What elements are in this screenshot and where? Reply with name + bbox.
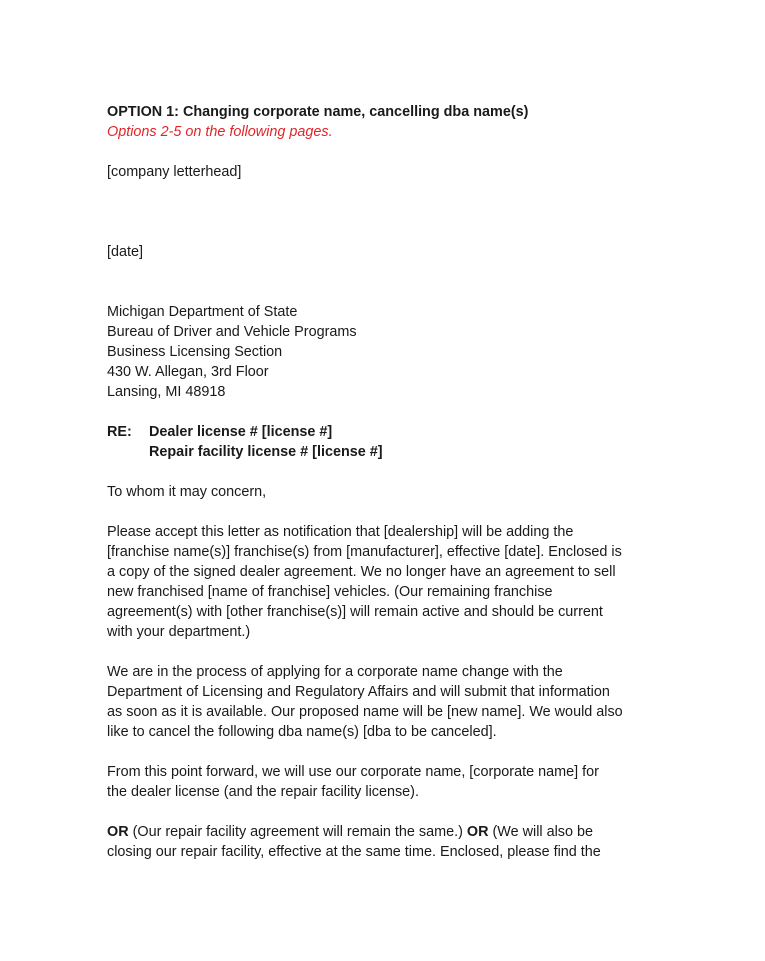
letterhead-placeholder: [company letterhead] xyxy=(107,164,242,180)
paragraph-notification xyxy=(107,522,667,642)
option-subtitle: Options 2-5 on the following pages. xyxy=(107,124,333,140)
paragraph-line: with your department.) xyxy=(107,624,251,640)
paragraph-line: closing our repair facility, effective at the same time. Enclosed, please find the xyxy=(107,844,601,860)
address-line: Lansing, MI 48918 xyxy=(107,384,226,400)
or-keyword: OR xyxy=(107,824,129,840)
paragraph-fragment: (Our repair facility agreement will remain the same.) xyxy=(128,824,467,840)
paragraph-line: [franchise name(s)] franchise(s) from [manufacturer], effective [date]. Enclosed is xyxy=(107,544,622,560)
paragraph-line: like to cancel the following dba name(s) [dba to be canceled]. xyxy=(107,724,497,740)
paragraph-name-change xyxy=(107,662,667,742)
address-line: 430 W. Allegan, 3rd Floor xyxy=(107,364,269,380)
re-label: RE: xyxy=(107,424,132,440)
salutation: To whom it may concern, xyxy=(107,484,267,500)
paragraph-line: Please accept this letter as notification that [dealership] will be adding the xyxy=(107,524,574,540)
paragraph-line: a copy of the signed dealer agreement. We no longer have an agreement to sell xyxy=(107,564,616,580)
letter-body xyxy=(107,102,667,862)
paragraph-line: the dealer license (and the repair facility license). xyxy=(107,784,419,800)
re-repair-license: Repair facility license # [license #] xyxy=(149,444,383,460)
address-line: Business Licensing Section xyxy=(107,344,283,360)
date-placeholder: [date] xyxy=(107,244,144,260)
or-keyword: OR xyxy=(466,824,489,840)
paragraph-repair-facility xyxy=(107,822,667,862)
paragraph-line: We are in the process of applying for a corporate name change with the xyxy=(107,664,563,680)
paragraph-fragment: (We will also be xyxy=(488,824,593,840)
paragraph-corporate-name xyxy=(107,762,667,802)
address-line: Michigan Department of State xyxy=(107,304,298,320)
paragraph-line: Department of Licensing and Regulatory Affairs and will submit that information xyxy=(107,684,610,700)
paragraph-line: as soon as it is available. Our proposed name will be [new name]. We would also xyxy=(107,704,623,720)
paragraph-line: new franchised [name of franchise] vehicles. (Our remaining franchise xyxy=(107,584,553,600)
re-block xyxy=(107,422,667,462)
paragraph-line: From this point forward, we will use our corporate name, [corporate name] for xyxy=(107,764,599,780)
option-title: OPTION 1: Changing corporate name, cancelling dba name(s) xyxy=(107,104,529,120)
paragraph-line xyxy=(107,822,667,842)
recipient-address xyxy=(107,302,667,402)
address-line: Bureau of Driver and Vehicle Programs xyxy=(107,324,357,340)
re-dealer-license: Dealer license # [license #] xyxy=(149,424,333,440)
paragraph-line: agreement(s) with [other franchise(s)] will remain active and should be current xyxy=(107,604,603,620)
